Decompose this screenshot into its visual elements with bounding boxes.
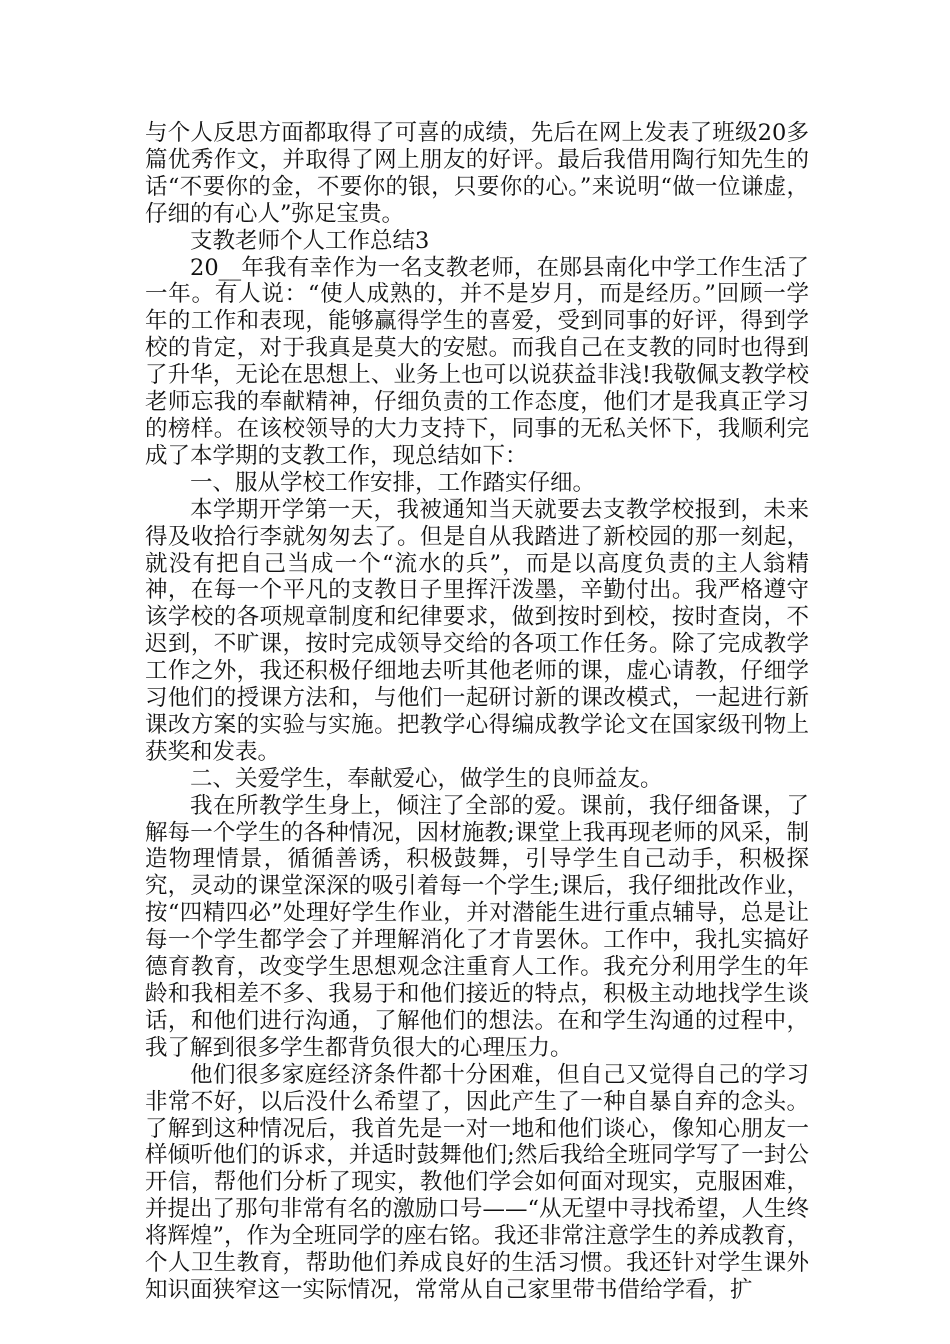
paragraph-families: 他们很多家庭经济条件都十分困难，但自己又觉得自己的学习非常不好，以后没什么希望了，因此产生了一种自暴自弃的念头。了解到这种情况后，我首先是一对一地和他们谈心，像知心朋友一样倾听他们的诉求，并适时鼓舞他们;然后我给全班同学写了一封公开信，帮他们分析了现实，教他们学会如何面对现实，克服困难，并提出了那句非常有名的激励口号——“从无望中寻找希望，人生终将辉煌”，作为全班同学的座右铭。我还非常注意学生的养成教育，个人卫生教育，帮助他们养成良好的生活习惯。我还针对学生课外知识面狭窄这一实际情况，常常从自己家里带书借给学看，扩 bbox=[145, 1061, 810, 1303]
document-page bbox=[145, 120, 809, 1304]
paragraph-continuation: 与个人反思方面都取得了可喜的成绩，先后在网上发表了班级20多篇优秀作文，并取得了网上朋友的好评。最后我借用陶行知先生的话“不要你的金，不要你的银，只要你的心。”来说明“做一位谦虚，仔细的有心人”弥足宝贵。 bbox=[145, 120, 809, 227]
paragraph-work: 本学期开学第一天，我被通知当天就要去支教学校报到，未来得及收拾行李就匆匆去了。但是自从我踏进了新校园的那一刻起，就没有把自己当成一个“流水的兵”，而是以高度负责的主人翁精神，在每一个平凡的支教日子里挥汗泼墨，辛勤付出。我严格遵守该学校的各项规章制度和纪律要求，做到按时到校，按时查岗，不迟到，不旷课，按时完成领导交给的各项工作任务。除了完成教学工作之外，我还积极仔细地去听其他老师的课，虚心请教，仔细学习他们的授课方法和，与他们一起研讨新的课改模式，一起进行新课改方案的实验与实施。把教学心得编成教学论文在国家级刊物上获奖和发表。 bbox=[145, 496, 809, 765]
subheading-two: 二、关爱学生，奉献爱心，做学生的良师益友。 bbox=[190, 765, 663, 792]
paragraph-students: 我在所教学生身上，倾注了全部的爱。课前，我仔细备课，了解每一个学生的各种情况，因材施教;课堂上我再现老师的风采，制造物理情景，循循善诱，积极鼓舞，引导学生自己动手，积极探究，灵动的课堂深深的吸引着每一个学生;课后，我仔细批改作业，按“四精四必”处理好学生作业，并对潜能生进行重点辅导，总是让每一个学生都学会了并理解消化了才肯罢休。工作中，我扎实搞好德育教育，改变学生思想观念注重育人工作。我充分利用学生的年龄和我相差不多、我易于和他们接近的特点，积极主动地找学生谈话，和他们进行沟通，了解他们的想法。在和学生沟通的过程中，我了解到很多学生都背负很大的心理压力。 bbox=[145, 792, 809, 1061]
section-title: 支教老师个人工作总结3 bbox=[190, 227, 430, 254]
paragraph-intro: 20__年我有幸作为一名支教老师，在郧县南化中学工作生活了一年。有人说：“使人成熟的，并不是岁月，而是经历。”回顾一学年的工作和表现，能够赢得学生的喜爱，受到同事的好评，得到学校的肯定，对于我真是莫大的安慰。而我自己在支教的同时也得到了升华，无论在思想上、业务上也可以说获益非浅!我敬佩支教学校老师忘我的奉献精神，仔细负责的工作态度，他们才是我真正学习的榜样。在该校领导的大力支持下，同事的无私关怀下，我顺利完成了本学期的支教工作，现总结如下： bbox=[145, 254, 809, 469]
subheading-one: 一、服从学校工作安排，工作踏实仔细。 bbox=[190, 469, 596, 496]
